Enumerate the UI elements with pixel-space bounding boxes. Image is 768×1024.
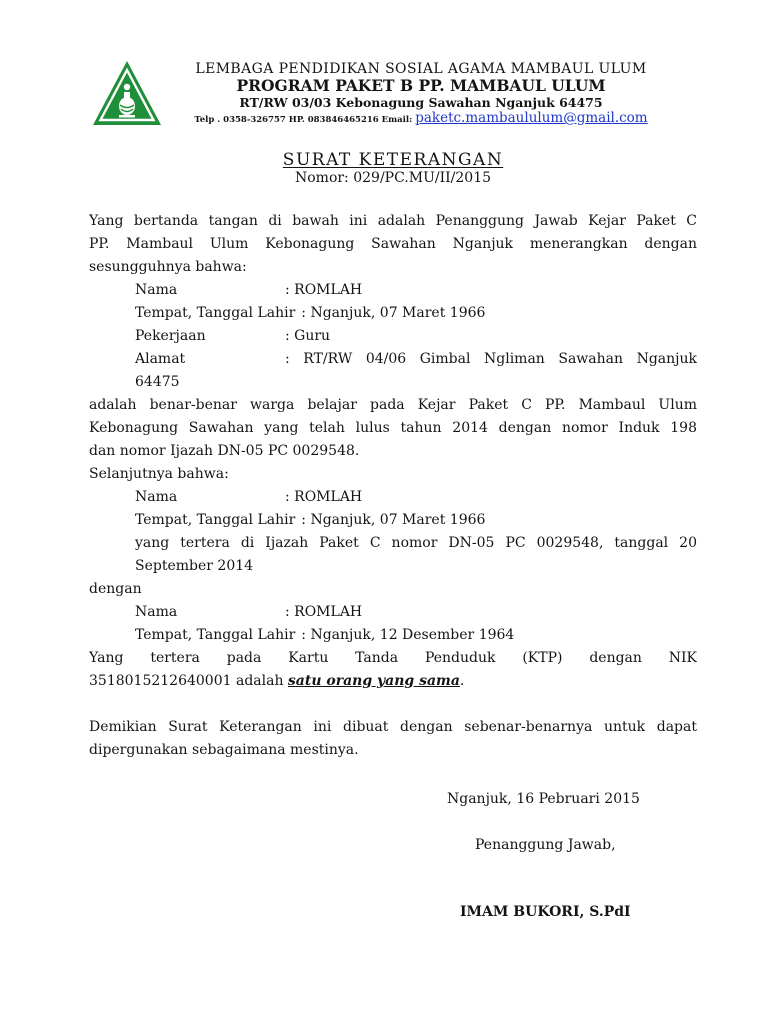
ktp-note-line: Yang tertera pada Kartu Tanda Penduduk (KTP) dengan NIK xyxy=(89,650,697,666)
identity-value: : ROMLAH xyxy=(285,489,363,505)
contact-line xyxy=(170,108,672,125)
letter-body xyxy=(89,210,697,762)
closing-line: Demikian Surat Keterangan ini dibuat dengan sebenar-benarnya untuk dapat xyxy=(89,719,697,735)
identity-label: Alamat xyxy=(135,351,186,367)
further-heading: Selanjutnya bahwa: xyxy=(89,466,229,482)
identity-label: Nama xyxy=(135,489,178,505)
triangle-emblem-logo-icon xyxy=(93,61,161,126)
paragraph-spacer xyxy=(89,693,697,716)
signature-role: Penanggung Jawab, xyxy=(475,837,616,853)
contact-phone-text: Telp . 0358-326757 HP. 083846465216 Email: xyxy=(194,115,416,125)
opening-line: Yang bertanda tangan di bawah ini adalah Penanggung Jawab Kejar Paket C xyxy=(89,213,697,229)
identity-row-name xyxy=(89,601,697,624)
opening-line: sesungguhnya bahwa: xyxy=(89,259,247,275)
identity-label: Tempat, Tanggal Lahir xyxy=(135,512,296,528)
connector-word: dengan xyxy=(89,581,142,597)
ktp-note-prefix: 3518015212640001 adalah xyxy=(89,673,288,689)
statement-line: dan nomor Ijazah DN-05 PC 0029548. xyxy=(89,443,360,459)
institution-address: RT/RW 03/03 Kebonagung Sawahan Nganjuk 64475 xyxy=(239,95,603,110)
identity-row-birth xyxy=(89,509,697,532)
identity-value: : Guru xyxy=(285,328,331,344)
identity-value: : Nganjuk, 07 Maret 1966 xyxy=(301,512,486,528)
institution-name: LEMBAGA PENDIDIKAN SOSIAL AGAMA MAMBAUL ULUM xyxy=(195,61,647,77)
identity-row-address xyxy=(89,348,697,371)
identity-row-birth xyxy=(89,624,697,647)
email-link[interactable]: paketc.mambaululum@gmail.com xyxy=(415,110,648,126)
program-name: PROGRAM PAKET B PP. MAMBAUL ULUM xyxy=(236,76,606,95)
identity-label: Nama xyxy=(135,282,178,298)
ktp-note-line xyxy=(89,670,697,693)
identity-value: : Nganjuk, 12 Desember 1964 xyxy=(301,627,515,643)
address-continuation: 64475 xyxy=(135,374,180,390)
identity-label: Tempat, Tanggal Lahir xyxy=(135,305,296,321)
logo-emblem-top xyxy=(124,84,130,90)
identity-value: : ROMLAH xyxy=(285,604,363,620)
statement-line: adalah benar-benar warga belajar pada Kejar Paket C PP. Mambaul Ulum xyxy=(89,397,697,413)
closing-line: dipergunakan sebagaimana mestinya. xyxy=(89,742,359,758)
signature-place-date: Nganjuk, 16 Pebruari 2015 xyxy=(447,791,640,807)
ijazah-note-line: yang tertera di Ijazah Paket C nomor DN-05 PC 0029548, tanggal 20 xyxy=(135,535,697,551)
identity-row-name xyxy=(89,279,697,302)
opening-line: PP. Mambaul Ulum Kebonagung Sawahan Nganjuk menerangkan dengan xyxy=(89,236,697,252)
signatory-name: IMAM BUKORI, S.PdI xyxy=(460,904,631,920)
ijazah-note-line: September 2014 xyxy=(135,558,254,574)
identity-label: Pekerjaan xyxy=(135,328,206,344)
identity-row-name xyxy=(89,486,697,509)
identity-label: Tempat, Tanggal Lahir xyxy=(135,627,296,643)
ktp-note-suffix: . xyxy=(459,673,465,689)
letter-number: Nomor: 029/PC.MU/II/2015 xyxy=(294,170,492,186)
logo-emblem-base xyxy=(119,115,135,118)
identity-value: : ROMLAH xyxy=(285,282,363,298)
letter-title: SURAT KETERANGAN xyxy=(282,150,504,170)
identity-value: : RT/RW 04/06 Gimbal Ngliman Sawahan Nganjuk xyxy=(285,351,697,367)
logo-emblem-neck xyxy=(124,92,130,99)
identity-value: : Nganjuk, 07 Maret 1966 xyxy=(301,305,486,321)
ktp-note-emphasis: satu orang yang sama xyxy=(287,673,460,689)
identity-row-birth xyxy=(89,302,697,325)
identity-row-occupation xyxy=(89,325,697,348)
identity-label: Nama xyxy=(135,604,178,620)
statement-line: Kebonagung Sawahan yang telah lulus tahun 2014 dengan nomor Induk 198 xyxy=(89,420,697,436)
